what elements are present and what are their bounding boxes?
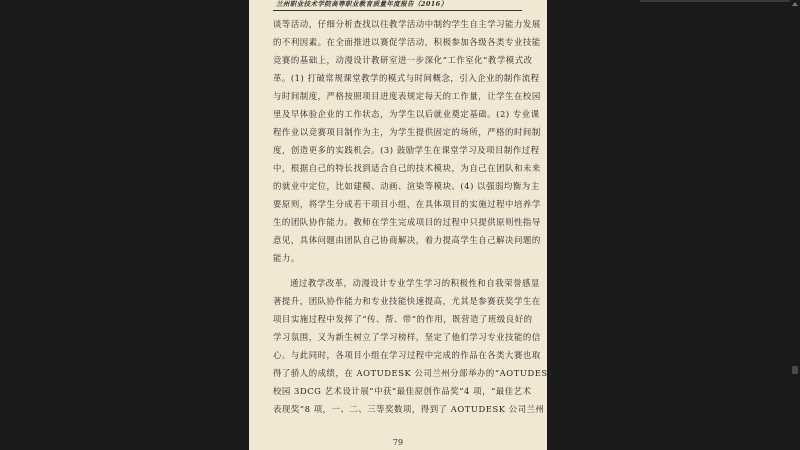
text-line: 程作业以竞赛项目制作为主，为学生提供固定的场所，严格的时间制: [273, 127, 541, 137]
vertical-scrollbar[interactable]: [790, 0, 800, 450]
text-line: 里及早体验企业的工作状态，为学生以后就业奠定基础。(2) 专业课: [273, 109, 540, 119]
header-rule: [273, 10, 522, 11]
text-line: 学习氛围，又为新生树立了学习榜样，坚定了他们学习专业技能的信: [273, 332, 541, 342]
paragraph-first-line: 通过教学改革，动漫设计专业学生学习的积极性和自我荣誉感显: [290, 278, 540, 288]
text-line: 意见，具体问题由团队自己协商解决，着力提高学生自己解决问题的: [273, 235, 541, 245]
text-line: 中，根据自己的特长找到适合自己的技术模块，为自己在团队和未来: [273, 163, 541, 173]
text-line: 度，创造更多的实践机会。(3) 鼓励学生在课堂学习及项目制作过程: [273, 145, 540, 155]
text-line: 的不利因素。在全面推进以赛促学活动，积极参加各级各类专业技能: [273, 37, 541, 47]
text-line: 的就业中定位，比如建模、动画、渲染等模块。(4) 以强弱均衡为主: [273, 181, 540, 191]
text-line: 校园 3DCG 艺术设计展”中获“最佳原创作品奖”4 项，“最佳艺术: [273, 386, 532, 396]
body-text: [273, 15, 555, 418]
text-line: 竞赛的基础上，动漫设计教研室进一步深化“工作室化”教学模式改: [273, 55, 533, 65]
running-header: 兰州职业技术学院高等职业教育质量年度报告（2016）: [276, 0, 448, 8]
text-line: 表现奖”8 项，一、二、三等奖数项，得到了 AOTUDESK 公司兰州: [273, 404, 545, 414]
scroll-up-arrow-icon[interactable]: [792, 2, 798, 6]
text-line: 心。与此同时，各项目小组在学习过程中完成的作品在各类大赛也取: [273, 350, 541, 360]
text-line: 与时间制度，严格按照项目进度表规定每天的工作量，让学生在校园: [273, 91, 541, 101]
text-line: 生的团队协作能力。教师在学生完成项目的过程中只提供原则性指导: [273, 217, 541, 227]
scrollbar-thumb[interactable]: [792, 366, 798, 374]
text-line: 革。(1) 打破常规课堂教学的模式与时间概念，引入企业的制作流程: [273, 73, 540, 83]
document-page: [249, 0, 555, 450]
text-line: 得了骄人的成绩，在 AOTUDESK 公司兰州分部举办的“AOTUDESK: [273, 368, 555, 378]
text-line: 著提升，团队协作能力和专业技能快速提高，尤其是参赛获奖学生在: [273, 296, 541, 306]
text-line: 项目实施过程中发挥了“传、帮、带”的作用，既营造了班级良好的: [273, 314, 533, 324]
text-line: 谈等活动，仔细分析查找以往教学活动中制约学生自主学习能力发展: [273, 19, 541, 29]
toolbar-edge: [640, 0, 800, 2]
text-line: 能力。: [273, 253, 300, 263]
text-line: 要原则，将学生分成若干项目小组，在具体项目的实施过程中培养学: [273, 199, 541, 209]
page-number: 79: [392, 438, 404, 447]
